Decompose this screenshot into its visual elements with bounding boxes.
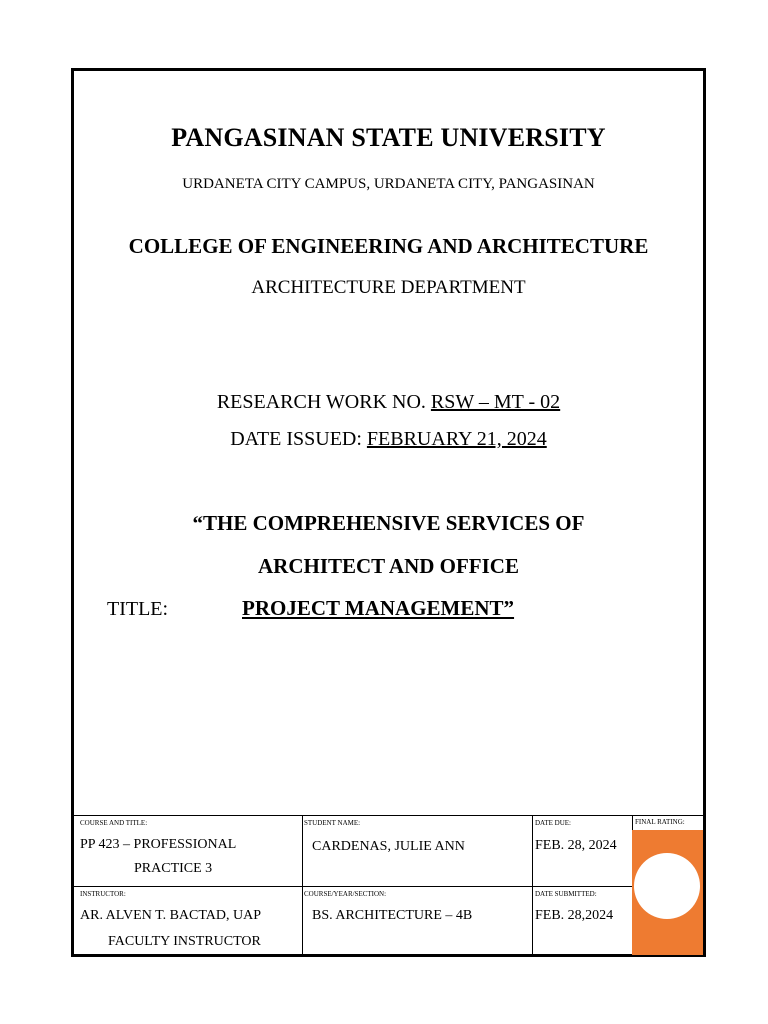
research-work-number: RSW – MT - 02	[430, 391, 561, 413]
table-row-divider	[74, 886, 634, 887]
course-label: COURSE AND TITLE:	[80, 819, 148, 827]
instructor-label: INSTRUCTOR:	[80, 890, 126, 898]
date-issued-value: FEBRUARY 21, 2024	[366, 428, 547, 450]
final-rating-box	[632, 830, 703, 955]
title-line-3: PROJECT MANAGEMENT”	[242, 596, 515, 620]
final-rating-label: FINAL RATING:	[635, 818, 685, 826]
campus-address: URDANETA CITY CAMPUS, URDANETA CITY, PANGASINAN	[182, 176, 595, 192]
cover-page-frame	[71, 68, 706, 957]
title-line-2: ARCHITECT AND OFFICE	[258, 554, 519, 578]
instructor-name: AR. ALVEN T. BACTAD, UAP	[80, 908, 262, 923]
course-line-2: PRACTICE 3	[134, 861, 213, 876]
department-name: ARCHITECTURE DEPARTMENT	[251, 277, 526, 298]
date-issued-label: DATE ISSUED:	[230, 428, 367, 450]
title-line-1: “THE COMPREHENSIVE SERVICES OF	[192, 511, 585, 535]
student-name-label: STUDENT NAME:	[304, 819, 361, 827]
university-name: PANGASINAN STATE UNIVERSITY	[171, 123, 606, 152]
rating-circle	[634, 853, 700, 919]
student-name: CARDENAS, JULIE ANN	[312, 839, 465, 854]
date-submitted-label: DATE SUBMITTED:	[535, 890, 597, 898]
info-table	[74, 815, 703, 955]
date-due: FEB. 28, 2024	[535, 838, 617, 853]
instructor-role: FACULTY INSTRUCTOR	[108, 934, 261, 949]
date-issued-line	[74, 428, 703, 451]
research-work-label: RESEARCH WORK NO.	[216, 391, 431, 413]
section-value: BS. ARCHITECTURE – 4B	[312, 908, 473, 923]
course-line-1: PP 423 – PROFESSIONAL	[80, 837, 237, 852]
college-name: COLLEGE OF ENGINEERING AND ARCHITECTURE	[128, 234, 649, 258]
section-label: COURSE/YEAR/SECTION:	[304, 890, 387, 898]
date-submitted: FEB. 28,2024	[535, 908, 614, 923]
date-due-label: DATE DUE:	[535, 819, 571, 827]
title-label: TITLE:	[107, 598, 169, 620]
research-work-line	[74, 391, 703, 414]
